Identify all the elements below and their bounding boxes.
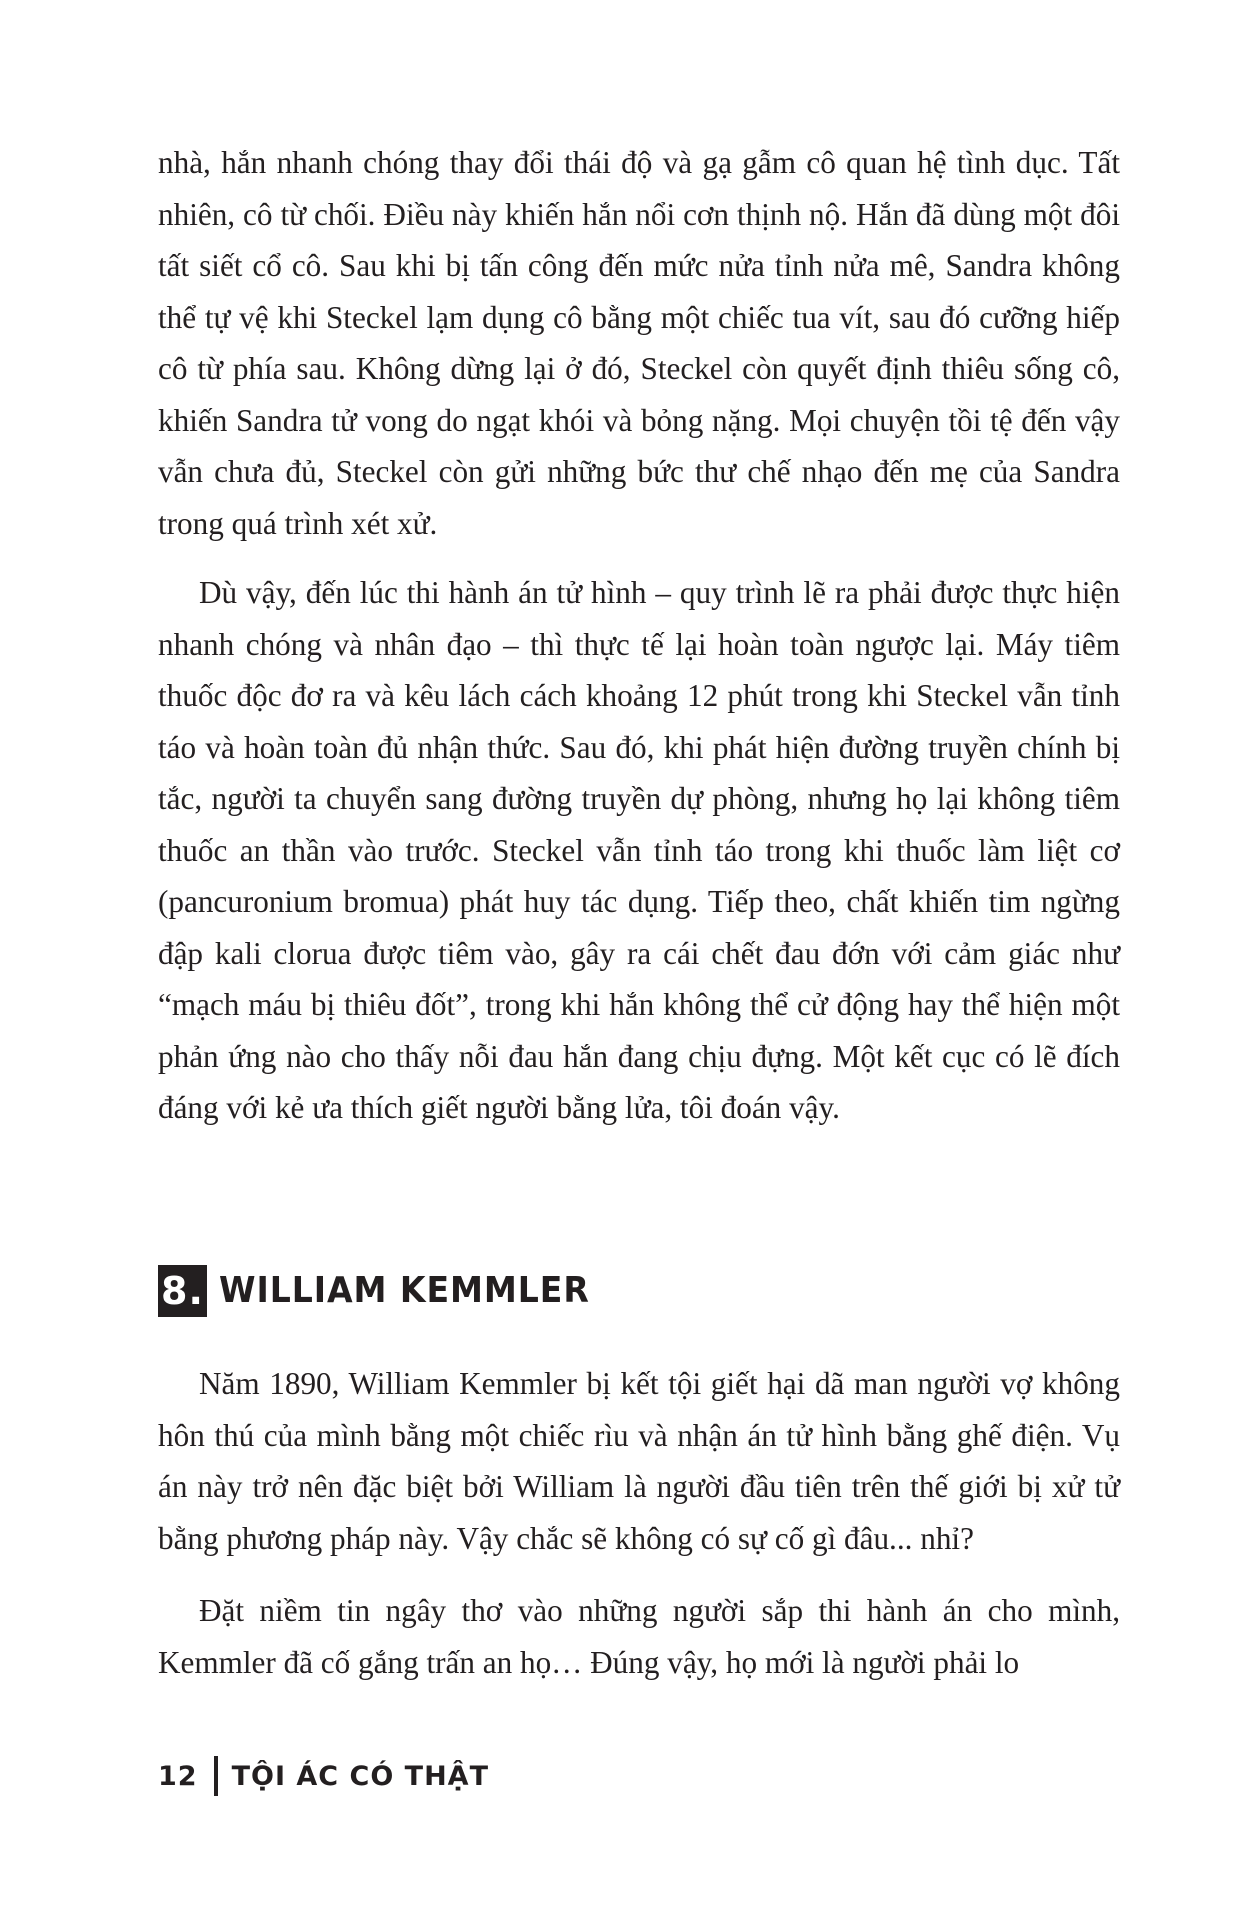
page-number: 12 xyxy=(158,1760,198,1792)
paragraph-continuation: nhà, hắn nhanh chóng thay đổi thái độ và gạ gẫm cô quan hệ tình dục. Tất nhiên, cô từ chối. Điều này khiến hắn nổi cơn thịnh nộ. Hắn đã dùng một đôi tất siết cổ cô. Sau khi bị tấn công đến mức nửa tỉnh nửa mê, Sandra không thể tự vệ khi Steckel lạm dụng cô bằng một chiếc tua vít, sau đó cưỡng hiếp cô từ phía sau. Không dừng lại ở đó, Steckel còn quyết định thiêu sống cô, khiến Sandra tử vong do ngạt khói và bỏng nặng. Mọi chuyện tồi tệ đến vậy vẫn chưa đủ, Steckel còn gửi những bức thư chế nhạo đến mẹ của Sandra trong quá trình xét xử. xyxy=(158,145,1120,541)
paragraph-execution: Dù vậy, đến lúc thi hành án tử hình – quy trình lẽ ra phải được thực hiện nhanh chóng và nhân đạo – thì thực tế lại hoàn toàn ngược lại. Máy tiêm thuốc độc đơ ra và kêu lách cách khoảng 12 phút trong khi Steckel vẫn tỉnh táo và hoàn toàn đủ nhận thức. Sau đó, khi phát hiện đường truyền chính bị tắc, người ta chuyển sang đường truyền dự phòng, nhưng họ lại không tiêm thuốc an thần vào trước. Steckel vẫn tỉnh táo trong khi thuốc làm liệt cơ (pancuronium bromua) phát huy tác dụng. Tiếp theo, chất khiến tim ngừng đập kali clorua được tiêm vào, gây ra cái chết đau đớn với cảm giác như “mạch máu bị thiêu đốt”, trong khi hắn không thể cử động hay thể hiện một phản ứng nào cho thấy nỗi đau hắn đang chịu đựng. Một kết cục có lẽ đích đáng với kẻ ưa thích giết người bằng lửa, tôi đoán vậy. xyxy=(158,575,1120,1125)
text-block-bottom xyxy=(158,1358,1120,1688)
section-heading xyxy=(158,1265,622,1317)
paragraph-kemmler-trust: Đặt niềm tin ngây thơ vào những người sắp thi hành án cho mình, Kemmler đã cố gắng trấn an họ… Đúng vậy, họ mới là người phải lo xyxy=(158,1593,1120,1680)
book-title: TỘI ÁC CÓ THẬT xyxy=(231,1760,489,1792)
footer-divider xyxy=(214,1756,218,1796)
section-title: WILLIAM KEMMLER xyxy=(218,1270,590,1311)
paragraph-kemmler-intro: Năm 1890, William Kemmler bị kết tội giết hại dã man người vợ không hôn thú của mình bằng một chiếc rìu và nhận án tử hình bằng ghế điện. Vụ án này trở nên đặc biệt bởi William là người đầu tiên trên thế giới bị xử tử bằng phương pháp này. Vậy chắc sẽ không có sự cố gì đâu... nhỉ? xyxy=(158,1366,1120,1556)
page-footer xyxy=(158,1754,489,1798)
section-number: 8. xyxy=(158,1265,207,1317)
text-block-top xyxy=(158,137,1120,1134)
